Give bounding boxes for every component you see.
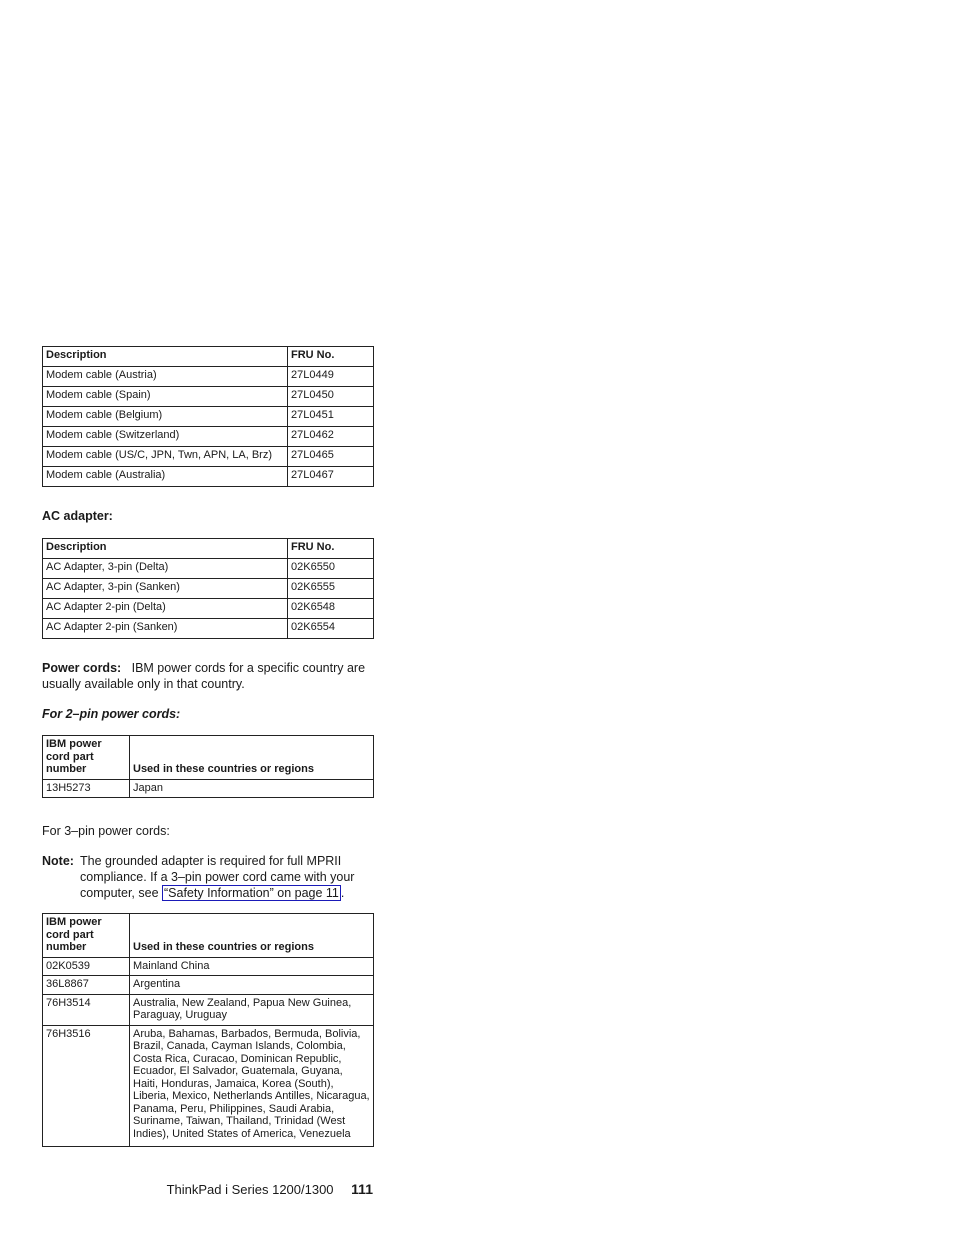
description-cell: Modem cable (Spain) [43, 387, 288, 407]
countries-cell: Australia, New Zealand, Papua New Guinea, Paraguay, Uruguay [130, 994, 374, 1025]
table-row [43, 467, 374, 487]
fru-cell: 27L0450 [288, 387, 374, 407]
table-row [43, 1025, 374, 1147]
table-row [43, 957, 374, 976]
countries-cell: Mainland China [130, 957, 374, 976]
description-cell: Modem cable (Switzerland) [43, 427, 288, 447]
fru-cell: 27L0465 [288, 447, 374, 467]
fru-cell: 27L0451 [288, 407, 374, 427]
countries-cell: Japan [130, 779, 374, 798]
modem-cable-table [42, 346, 374, 487]
description-cell: Modem cable (Australia) [43, 467, 288, 487]
table-row [43, 579, 374, 599]
part-number-cell: 02K0539 [43, 957, 130, 976]
column-header-fru-no: FRU No. [288, 347, 374, 367]
part-number-cell: 76H3514 [43, 994, 130, 1025]
table-row [43, 599, 374, 619]
page-footer [167, 1181, 373, 1197]
countries-cell: Aruba, Bahamas, Barbados, Bermuda, Bolivia, Brazil, Canada, Cayman Islands, Colombia, Costa Rica, Curacao, Dominican Republic, Ecuador, El Salvador, Guatemala, Guyana, Haiti, Honduras, Jamaica, Korea (South), Liberia, Mexico, Netherlands Antilles, Nicaragua, Panama, Peru, Philippines, Saudi Arabia, Suriname, Taiwan, Thailand, Trinidad (West Indies), United States of America, Venezuela [130, 1025, 374, 1147]
two-pin-power-cord-table [42, 735, 374, 798]
table-header-row [43, 914, 374, 958]
countries-cell: Argentina [130, 976, 374, 995]
column-header-part-number: IBM power cord part number [43, 914, 130, 958]
description-cell: AC Adapter, 3-pin (Delta) [43, 559, 288, 579]
part-number-cell: 36L8867 [43, 976, 130, 995]
power-cords-paragraph [42, 660, 374, 692]
table-row [43, 994, 374, 1025]
description-cell: Modem cable (US/C, JPN, Twn, APN, LA, Brz) [43, 447, 288, 467]
part-number-cell: 76H3516 [43, 1025, 130, 1147]
fru-cell: 02K6548 [288, 599, 374, 619]
table-row [43, 407, 374, 427]
description-cell: AC Adapter 2-pin (Delta) [43, 599, 288, 619]
note [42, 853, 382, 901]
table-row [43, 387, 374, 407]
note-body [80, 853, 370, 901]
fru-cell: 27L0467 [288, 467, 374, 487]
fru-cell: 02K6550 [288, 559, 374, 579]
column-header-countries: Used in these countries or regions [130, 914, 374, 958]
table-header-row [43, 539, 374, 559]
ac-adapter-heading: AC adapter: [42, 509, 113, 523]
column-header-description: Description [43, 539, 288, 559]
column-header-description: Description [43, 347, 288, 367]
note-label: Note: [42, 854, 74, 868]
table-row [43, 779, 374, 798]
footer-title: ThinkPad i Series 1200/1300 [166, 1182, 334, 1197]
table-header-row [43, 736, 374, 780]
table-row [43, 976, 374, 995]
column-header-countries: Used in these countries or regions [130, 736, 374, 780]
fru-cell: 02K6555 [288, 579, 374, 599]
table-row [43, 447, 374, 467]
power-cords-label: Power cords: [42, 661, 122, 675]
description-cell: AC Adapter, 3-pin (Sanken) [43, 579, 288, 599]
description-cell: AC Adapter 2-pin (Sanken) [43, 619, 288, 639]
fru-cell: 02K6554 [288, 619, 374, 639]
fru-cell: 27L0449 [288, 367, 374, 387]
page-number: 111 [351, 1181, 373, 1197]
note-text: The grounded adapter is required for full MPRII compliance. If a 3–pin power cord came with your computer, see [80, 854, 355, 900]
description-cell: Modem cable (Belgium) [43, 407, 288, 427]
table-row [43, 367, 374, 387]
table-row [43, 559, 374, 579]
safety-information-link[interactable]: “Safety Information” on page 11 [164, 886, 339, 900]
part-number-cell: 13H5273 [43, 779, 130, 798]
three-pin-intro: For 3–pin power cords: [42, 824, 170, 838]
power-cords-text: IBM power cords for a specific country are usually available only in that country. [42, 661, 366, 691]
three-pin-power-cord-table [42, 913, 374, 1147]
description-cell: Modem cable (Austria) [43, 367, 288, 387]
table-row [43, 619, 374, 639]
ac-adapter-table [42, 538, 374, 639]
table-header-row [43, 347, 374, 367]
table-row [43, 427, 374, 447]
note-end: . [340, 886, 345, 900]
fru-cell: 27L0462 [288, 427, 374, 447]
two-pin-heading: For 2–pin power cords: [42, 707, 181, 721]
column-header-part-number: IBM power cord part number [43, 736, 130, 780]
column-header-fru-no: FRU No. [288, 539, 374, 559]
